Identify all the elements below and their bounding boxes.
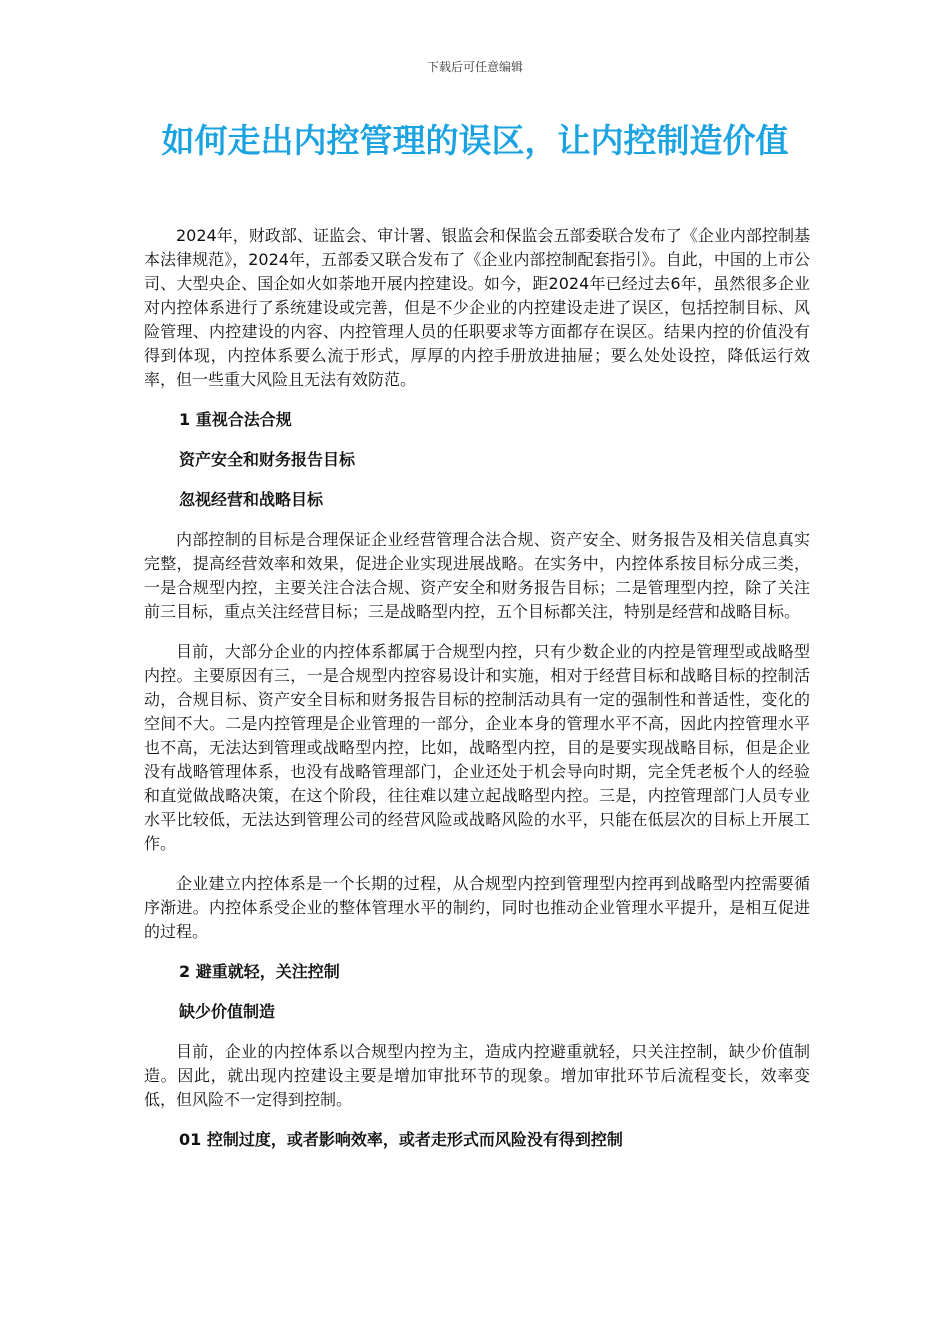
sub-heading: 缺少价值制造 — [179, 1002, 276, 1021]
document-body — [144, 224, 810, 1168]
paragraph: 目前，大部分企业的内控体系都属于合规型内控，只有少数企业的内控是管理型或战略型内控。主要原因有三，一是合规型内控容易设计和实施，相对于经营目标和战略目标的控制活动，合规目标、资产安全目标和财务报告目标的控制活动具有一定的强制性和普适性，变化的空间不大。二是内控管理是企业管理的一部分，企业本身的管理水平不高，因此内控管理水平也不高，无法达到管理或战略型内控，比如，战略型内控，目的是要实现战略目标，但是企业没有战略管理体系，也没有战略管理部门，企业还处于机会导向时期，完全凭老板个人的经验和直觉做战略决策，在这个阶段，往往难以建立起战略型内控。三是，内控管理部门人员专业水平比较低，无法达到管理公司的经营风险或战略风险的水平，只能在低层次的目标上开展工作。 — [144, 642, 810, 853]
section-heading: 1 重视合法合规 — [179, 410, 292, 429]
sub-heading: 01 控制过度，或者影响效率，或者走形式而风险没有得到控制 — [179, 1130, 623, 1149]
section-heading: 2 避重就轻，关注控制 — [179, 962, 340, 981]
sub-heading: 资产安全和财务报告目标 — [179, 450, 356, 469]
sub-heading: 忽视经营和战略目标 — [179, 490, 324, 509]
paragraph: 2024年，财政部、证监会、审计署、银监会和保监会五部委联合发布了《企业内部控制基本法律规范》，2024年，五部委又联合发布了《企业内部控制配套指引》。自此，中国的上市公司、大型央企、国企如火如荼地开展内控建设。如今，距2024年已经过去6年，虽然很多企业对内控体系进行了系统建设或完善，但是不少企业的内控建设走进了误区，包括控制目标、风险管理、内控建设的内容、内控管理人员的任职要求等方面都存在误区。结果内控的价值没有得到体现，内控体系要么流于形式，厚厚的内控手册放进抽屉；要么处处设控，降低运行效率，但一些重大风险且无法有效防范。 — [144, 226, 810, 389]
document-title: 如何走出内控管理的误区，让内控制造价值 — [161, 121, 789, 160]
paragraph: 企业建立内控体系是一个长期的过程，从合规型内控到管理型内控再到战略型内控需要循序渐进。内控体系受企业的整体管理水平的制约，同时也推动企业管理水平提升，是相互促进的过程。 — [144, 874, 810, 941]
page-header: 下载后可任意编辑 — [426, 60, 523, 74]
paragraph: 目前，企业的内控体系以合规型内控为主，造成内控避重就轻，只关注控制，缺少价值制造。因此，就出现内控建设主要是增加审批环节的现象。增加审批环节后流程变长，效率变低，但风险不一定得到控制。 — [144, 1042, 810, 1109]
paragraph: 内部控制的目标是合理保证企业经营管理合法合规、资产安全、财务报告及相关信息真实完整，提高经营效率和效果，促进企业实现进展战略。在实务中，内控体系按目标分成三类，一是合规型内控，主要关注合法合规、资产安全和财务报告目标；二是管理型内控，除了关注前三目标，重点关注经营目标；三是战略型内控，五个目标都关注，特别是经营和战略目标。 — [144, 530, 810, 621]
